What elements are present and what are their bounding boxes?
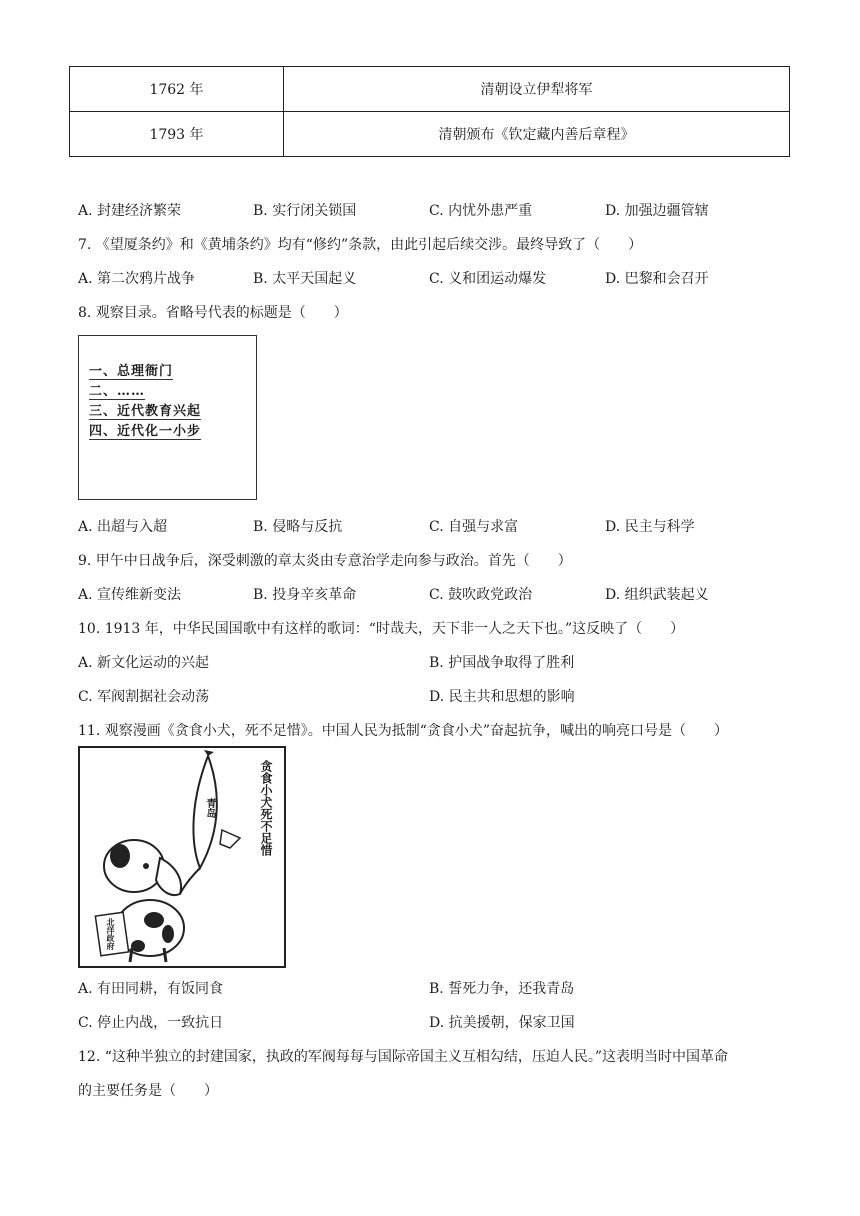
cartoon-fish-label: 青岛 bbox=[204, 798, 215, 818]
q9-option-a[interactable]: A. 宣传维新变法 bbox=[78, 587, 182, 603]
q6-option-b[interactable]: B. 实行闭关锁国 bbox=[253, 203, 357, 219]
cartoon-figure bbox=[78, 746, 286, 968]
q10-stem: 10. 1913 年，中华民国国歌中有这样的歌词：“时哉夫，天下非一人之天下也。”这反映了（ ） bbox=[78, 621, 685, 637]
q6-option-d[interactable]: D. 加强边疆管辖 bbox=[605, 203, 709, 219]
q12-stem-line2: 的主要任务是（ ） bbox=[78, 1083, 218, 1099]
toc-item-3: 三、近代教育兴起 bbox=[89, 400, 201, 420]
table-cell-year: 1762 年 bbox=[70, 67, 284, 112]
q7-option-d[interactable]: D. 巴黎和会召开 bbox=[605, 271, 709, 287]
q7-option-a[interactable]: A. 第二次鸦片战争 bbox=[78, 271, 196, 287]
q6-option-c[interactable]: C. 内忧外患严重 bbox=[429, 203, 533, 219]
q7-option-b[interactable]: B. 太平天国起义 bbox=[253, 271, 357, 287]
table-cell-event: 清朝颁布《钦定藏内善后章程》 bbox=[284, 112, 790, 157]
table-row bbox=[70, 112, 790, 157]
events-table bbox=[69, 66, 790, 157]
q10-option-c[interactable]: C. 军阀割据社会动荡 bbox=[78, 689, 210, 705]
q8-option-d[interactable]: D. 民主与科学 bbox=[605, 519, 695, 535]
q11-option-a[interactable]: A. 有田同耕，有饭同食 bbox=[78, 981, 224, 997]
q12-stem-line1: 12. “这种半独立的封建国家，执政的军阀每每与国际帝国主义互相勾结，压迫人民。”这表明当时中国革命 bbox=[78, 1049, 729, 1065]
q8-option-c[interactable]: C. 自强与求富 bbox=[429, 519, 519, 535]
toc-item-1: 一、总理衙门 bbox=[89, 360, 173, 380]
table-cell-year: 1793 年 bbox=[70, 112, 284, 157]
cartoon-collar-label: 北洋政府 bbox=[106, 918, 116, 950]
toc-item-2: 二、…… bbox=[89, 380, 145, 400]
q10-option-a[interactable]: A. 新文化运动的兴起 bbox=[78, 655, 210, 671]
q7-option-c[interactable]: C. 义和团运动爆发 bbox=[429, 271, 547, 287]
q8-option-b[interactable]: B. 侵略与反抗 bbox=[253, 519, 343, 535]
toc-item-4: 四、近代化一小步 bbox=[89, 420, 201, 440]
q11-stem: 11. 观察漫画《贪食小犬，死不足惜》。中国人民为抵制“贪食小犬”奋起抗争，喊出的响亮口号是（ ） bbox=[78, 723, 729, 739]
toc-figure bbox=[78, 335, 257, 500]
table-cell-event: 清朝设立伊犁将军 bbox=[284, 67, 790, 112]
q10-option-b[interactable]: B. 护国战争取得了胜利 bbox=[429, 655, 575, 671]
q9-option-b[interactable]: B. 投身辛亥革命 bbox=[253, 587, 357, 603]
q11-option-b[interactable]: B. 誓死力争，还我青岛 bbox=[429, 981, 575, 997]
q11-option-c[interactable]: C. 停止内战，一致抗日 bbox=[78, 1015, 224, 1031]
q10-option-d[interactable]: D. 民主共和思想的影响 bbox=[429, 689, 575, 705]
q9-stem: 9. 甲午中日战争后，深受刺激的章太炎由专意治学走向参与政治。首先（ ） bbox=[78, 553, 572, 569]
q8-option-a[interactable]: A. 出超与入超 bbox=[78, 519, 168, 535]
q7-stem: 7. 《望厦条约》和《黄埔条约》均有“修约”条款，由此引起后续交涉。最终导致了（ ） bbox=[78, 237, 643, 253]
q8-stem: 8. 观察目录。省略号代表的标题是（ ） bbox=[78, 305, 348, 321]
q9-option-c[interactable]: C. 鼓吹政党政治 bbox=[429, 587, 533, 603]
q6-option-a[interactable]: A. 封建经济繁荣 bbox=[78, 203, 182, 219]
table-row bbox=[70, 67, 790, 112]
q9-option-d[interactable]: D. 组织武装起义 bbox=[605, 587, 709, 603]
q11-option-d[interactable]: D. 抗美援朝，保家卫国 bbox=[429, 1015, 575, 1031]
cartoon-caption: 贪食小犬死不足惜 bbox=[259, 760, 273, 856]
